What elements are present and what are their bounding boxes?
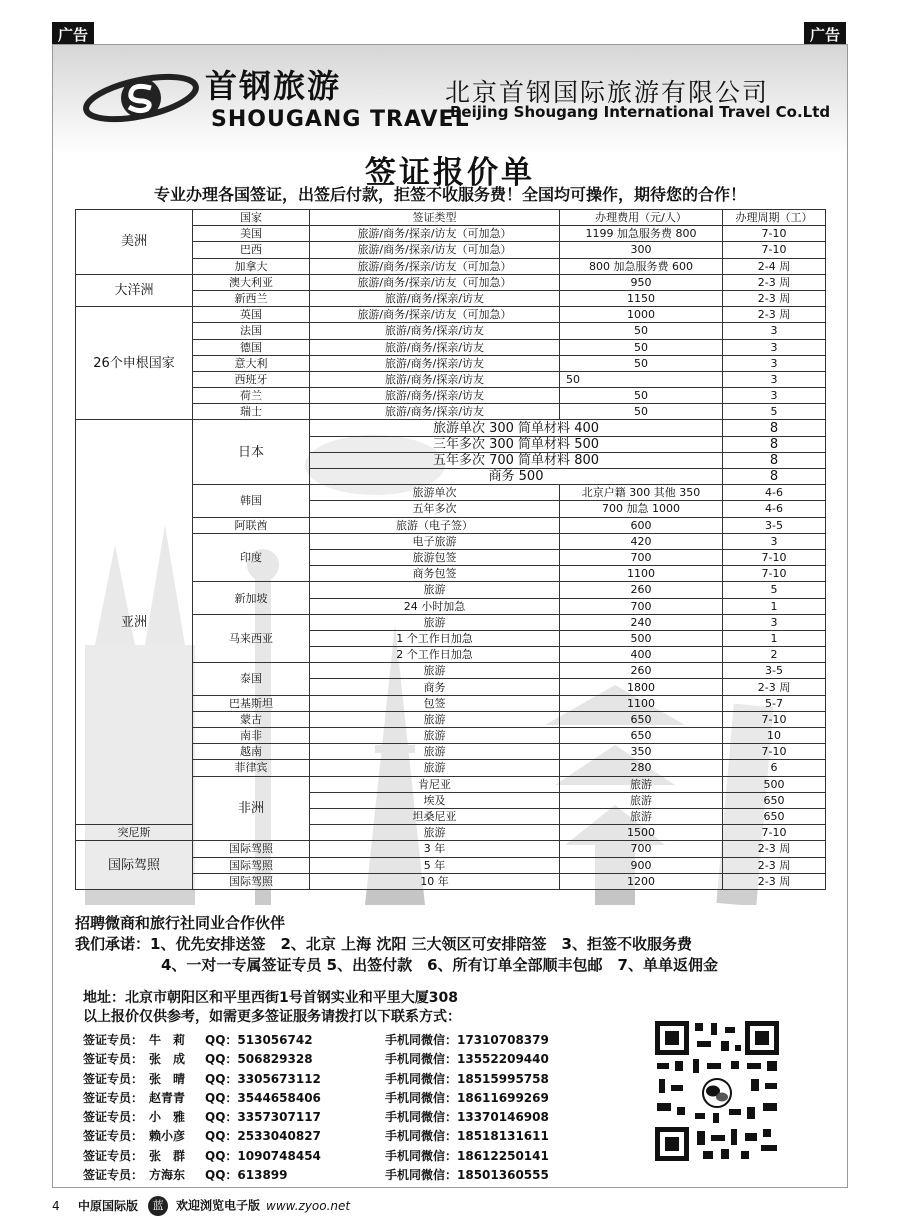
shougang-logo-icon — [81, 63, 201, 133]
country-cell: 意大利 — [193, 355, 310, 371]
country-cell-japan: 日本 — [193, 420, 310, 485]
company-name-cn: 北京首钢国际旅游有限公司 — [445, 78, 770, 107]
company-name-en: Beijing Shougang International Travel Co.Ltd — [450, 103, 831, 121]
list-item — [83, 1147, 565, 1166]
visa-type-cell: 旅游/商务/探亲/访友（可加急） — [310, 258, 560, 274]
contact-phone: 手机同微信：13552209440 — [385, 1052, 549, 1067]
promo-block — [75, 913, 835, 976]
table-row — [76, 825, 826, 841]
contact-phone: 手机同微信：18501360555 — [385, 1168, 549, 1183]
header-visa-type: 签证类型 — [310, 210, 560, 226]
country-cell: 美国 — [193, 226, 310, 242]
period-cell: 4-6 — [723, 501, 826, 517]
period-cell: 8 — [723, 420, 826, 436]
visa-type-cell: 5 年 — [310, 857, 560, 873]
period-cell: 3 — [723, 339, 826, 355]
fee-cell: 260 — [560, 582, 723, 598]
country-cell-singapore: 新加坡 — [193, 582, 310, 614]
country-cell: 南非 — [193, 728, 310, 744]
japan-option-cell: 五年多次 700 简单材料 800 — [310, 452, 723, 468]
period-cell: 5-7 — [723, 695, 826, 711]
contact-name: 方海东 — [149, 1168, 186, 1183]
period-cell: 3 — [723, 355, 826, 371]
visa-type-cell: 2 个工作日加急 — [310, 647, 560, 663]
fee-cell: 650 — [723, 808, 826, 824]
period-cell: 2-3 周 — [723, 274, 826, 290]
country-cell: 瑞士 — [193, 404, 310, 420]
period-cell: 7-10 — [723, 242, 826, 258]
contact-name: 小 雅 — [149, 1110, 186, 1125]
contact-label: 签证专员： — [83, 1129, 144, 1144]
contact-phone: 手机同微信：18612250141 — [385, 1148, 549, 1163]
period-cell: 1 — [723, 598, 826, 614]
contact-qq: QQ：3544658406 — [205, 1090, 321, 1105]
visa-type-cell: 旅游单次 — [310, 485, 560, 501]
contact-qq: QQ：1090748454 — [205, 1148, 321, 1163]
publication-name: 中原国际版 — [78, 1198, 139, 1213]
contact-list — [83, 1031, 565, 1185]
visa-type-cell: 旅游 — [310, 711, 560, 727]
period-cell: 2-3 周 — [723, 307, 826, 323]
contact-label: 签证专员： — [83, 1052, 144, 1067]
period-cell: 2-3 周 — [723, 841, 826, 857]
period-cell: 6 — [723, 760, 826, 776]
contact-label: 签证专员： — [83, 1090, 144, 1105]
contact-name: 牛 莉 — [149, 1033, 186, 1047]
country-cell: 西班牙 — [193, 371, 310, 387]
country-cell: 国际驾照 — [193, 873, 310, 889]
contact-name: 张 成 — [149, 1052, 186, 1067]
japan-option-cell: 商务 500 — [310, 469, 723, 485]
contact-qq: QQ：3357307117 — [205, 1110, 321, 1125]
japan-option-cell: 三年多次 300 简单材料 500 — [310, 436, 723, 452]
contact-phone: 手机同微信：18515995758 — [385, 1071, 549, 1086]
table-row — [76, 307, 826, 323]
country-cell: 突尼斯 — [76, 825, 193, 841]
fee-cell: 700 — [560, 549, 723, 565]
ad-page — [52, 44, 848, 1188]
period-cell: 2-3 周 — [723, 290, 826, 306]
contact-qq: QQ：513056742 — [205, 1033, 313, 1047]
page-footer — [52, 1196, 350, 1216]
visa-type-cell: 旅游 — [310, 614, 560, 630]
contact-name: 张 群 — [149, 1148, 186, 1163]
period-cell: 7-10 — [723, 226, 826, 242]
page-number: 4 — [52, 1198, 60, 1213]
country-cell-thailand: 泰国 — [193, 663, 310, 695]
country-cell: 巴西 — [193, 242, 310, 258]
visa-type-cell: 旅游 — [310, 663, 560, 679]
visa-type-cell: 旅游/商务/探亲/访友 — [310, 323, 560, 339]
fee-cell: 1000 — [560, 307, 723, 323]
period-cell: 2-3 周 — [723, 857, 826, 873]
ad-tag-left: 广告 — [52, 22, 94, 47]
visa-type-cell: 五年多次 — [310, 501, 560, 517]
promo-promise-1: 我们承诺：1、优先安排送签 2、北京 上海 沈阳 三大领区可安排陪签 3、拒签不收服务费 — [75, 935, 692, 953]
visa-type-cell: 旅游/商务/探亲/访友 — [310, 404, 560, 420]
period-cell: 3 — [723, 371, 826, 387]
fee-cell: 300 — [560, 242, 723, 258]
visa-type-cell: 旅游/商务/探亲/访友 — [310, 339, 560, 355]
visa-type-cell: 商务 — [310, 679, 560, 695]
list-item — [83, 1108, 565, 1127]
header-period: 办理周期（工） — [723, 210, 826, 226]
visa-type-cell: 旅游/商务/探亲/访友 — [310, 355, 560, 371]
visa-type-cell: 旅游/商务/探亲/访友（可加急） — [310, 307, 560, 323]
visa-type-cell: 旅游包签 — [310, 549, 560, 565]
visa-type-cell: 旅游 — [310, 760, 560, 776]
list-item — [83, 1070, 565, 1089]
contact-qq: QQ：613899 — [205, 1168, 288, 1183]
contact-phone: 手机同微信：18518131611 — [385, 1129, 549, 1144]
fee-cell: 950 — [560, 274, 723, 290]
contact-label: 签证专员： — [83, 1148, 144, 1163]
fee-cell: 500 — [723, 776, 826, 792]
fee-cell: 260 — [560, 663, 723, 679]
period-cell: 8 — [723, 452, 826, 468]
fee-cell: 420 — [560, 533, 723, 549]
fee-cell: 1150 — [560, 290, 723, 306]
publication-badge-icon: 蓝 — [148, 1196, 168, 1216]
visa-type-cell: 旅游/商务/探亲/访友（可加急） — [310, 242, 560, 258]
list-item — [83, 1127, 565, 1146]
country-cell: 菲律宾 — [193, 760, 310, 776]
period-cell: 5 — [723, 404, 826, 420]
fee-cell: 50 — [560, 404, 723, 420]
fee-cell: 50 — [560, 355, 723, 371]
welcome-text: 欢迎浏览电子版 — [176, 1198, 261, 1213]
country-cell: 新西兰 — [193, 290, 310, 306]
period-cell: 2-3 周 — [723, 679, 826, 695]
visa-type-cell: 旅游 — [310, 825, 560, 841]
contact-name: 张 晴 — [149, 1071, 186, 1086]
country-cell-malaysia: 马来西亚 — [193, 614, 310, 663]
period-cell: 7-10 — [723, 566, 826, 582]
fee-cell: 1199 加急服务费 800 — [560, 226, 723, 242]
visa-type-cell: 1 个工作日加急 — [310, 630, 560, 646]
country-cell: 国际驾照 — [193, 857, 310, 873]
visa-type-cell: 包签 — [310, 695, 560, 711]
promo-recruit: 招聘微商和旅行社同业合作伙伴 — [75, 914, 286, 932]
region-asia: 亚洲 — [76, 420, 193, 825]
visa-type-cell: 旅游 — [310, 728, 560, 744]
visa-price-table — [75, 209, 826, 890]
fee-cell: 350 — [560, 744, 723, 760]
list-item — [83, 1050, 565, 1069]
visa-type-cell: 旅游 — [560, 776, 723, 792]
fee-cell: 280 — [560, 760, 723, 776]
address-text: 地址：北京市朝阳区和平里西街1号首钢实业和平里大厦308 — [83, 990, 458, 1006]
country-cell: 阿联酋 — [193, 517, 310, 533]
period-cell: 7-10 — [723, 711, 826, 727]
country-cell: 加拿大 — [193, 258, 310, 274]
contact-label: 签证专员： — [83, 1071, 144, 1086]
contact-address-block — [83, 989, 461, 1027]
region-license: 国际驾照 — [76, 841, 193, 890]
region-americas: 美洲 — [76, 210, 193, 275]
contact-name: 赵青青 — [149, 1090, 186, 1105]
period-cell: 8 — [723, 469, 826, 485]
header-country: 国家 — [193, 210, 310, 226]
fee-cell: 700 加急 1000 — [560, 501, 723, 517]
country-cell-korea: 韩国 — [193, 485, 310, 517]
country-cell: 德国 — [193, 339, 310, 355]
country-cell: 埃及 — [310, 792, 560, 808]
table-row — [76, 274, 826, 290]
japan-option-cell: 旅游单次 300 简单材料 400 — [310, 420, 723, 436]
period-cell: 5 — [723, 582, 826, 598]
fee-cell: 1100 — [560, 695, 723, 711]
period-cell: 2 — [723, 647, 826, 663]
visa-type-cell: 旅游/商务/探亲/访友（可加急） — [310, 274, 560, 290]
page-subtitle: 专业办理各国签证，出签后付款，拒签不收服务费！全国均可操作，期待您的合作！ — [153, 185, 746, 204]
fee-cell: 900 — [560, 857, 723, 873]
contact-qq: QQ：506829328 — [205, 1052, 313, 1067]
contact-name: 赖小彦 — [149, 1129, 186, 1144]
contact-qq: QQ：3305673112 — [205, 1071, 321, 1086]
contact-qq: QQ：2533040827 — [205, 1129, 321, 1144]
period-cell: 7-10 — [723, 549, 826, 565]
brand-name-en: SHOUGANG TRAVEL — [211, 107, 470, 132]
fee-cell: 1200 — [560, 873, 723, 889]
fee-cell: 400 — [560, 647, 723, 663]
fee-cell: 700 — [560, 598, 723, 614]
country-cell: 坦桑尼亚 — [310, 808, 560, 824]
page-title: 签证报价单 — [365, 155, 535, 191]
visa-type-cell: 旅游/商务/探亲/访友（可加急） — [310, 226, 560, 242]
visa-type-cell: 旅游/商务/探亲/访友 — [310, 388, 560, 404]
country-cell-india: 印度 — [193, 533, 310, 582]
visa-type-cell: 商务包签 — [310, 566, 560, 582]
country-cell: 国际驾照 — [193, 841, 310, 857]
visa-type-cell: 旅游 — [310, 744, 560, 760]
visa-type-cell: 电子旅游 — [310, 533, 560, 549]
contact-label: 签证专员： — [83, 1033, 144, 1047]
fee-cell: 北京户籍 300 其他 350 — [560, 485, 723, 501]
fee-cell: 1100 — [560, 566, 723, 582]
contact-phone: 手机同微信：18611699269 — [385, 1090, 549, 1105]
country-cell: 巴基斯坦 — [193, 695, 310, 711]
country-cell: 澳大利亚 — [193, 274, 310, 290]
fee-cell: 240 — [560, 614, 723, 630]
fee-cell: 50 — [560, 371, 723, 387]
visa-type-cell: 旅游 — [560, 792, 723, 808]
header-fee: 办理费用（元/人） — [560, 210, 723, 226]
list-item — [83, 1031, 565, 1050]
country-cell: 法国 — [193, 323, 310, 339]
fee-cell: 1800 — [560, 679, 723, 695]
fee-cell: 650 — [560, 728, 723, 744]
fee-cell: 650 — [560, 711, 723, 727]
visa-type-cell: 旅游 — [310, 582, 560, 598]
country-cell: 英国 — [193, 307, 310, 323]
brand-name-cn: 首钢旅游 — [205, 67, 342, 105]
contact-phone: 手机同微信：13370146908 — [385, 1110, 549, 1125]
period-cell: 7-10 — [723, 744, 826, 760]
period-cell: 8 — [723, 436, 826, 452]
fee-cell: 650 — [723, 792, 826, 808]
period-cell: 3-5 — [723, 517, 826, 533]
visa-type-cell: 旅游/商务/探亲/访友 — [310, 371, 560, 387]
list-item — [83, 1166, 565, 1185]
country-cell: 肯尼亚 — [310, 776, 560, 792]
period-cell: 1 — [723, 630, 826, 646]
visa-type-cell: 24 小时加急 — [310, 598, 560, 614]
country-cell: 蒙古 — [193, 711, 310, 727]
period-cell: 3 — [723, 614, 826, 630]
fee-cell: 800 加急服务费 600 — [560, 258, 723, 274]
fee-cell: 600 — [560, 517, 723, 533]
period-cell: 2-3 周 — [723, 873, 826, 889]
period-cell: 3-5 — [723, 663, 826, 679]
country-cell: 越南 — [193, 744, 310, 760]
fee-cell: 50 — [560, 323, 723, 339]
country-cell: 荷兰 — [193, 388, 310, 404]
region-oceania: 大洋洲 — [76, 274, 193, 306]
header-banner — [53, 45, 847, 155]
contact-intro: 以上报价仅供参考，如需更多签证服务请拨打以下联系方式： — [83, 1009, 461, 1025]
period-cell: 3 — [723, 388, 826, 404]
visa-type-cell: 旅游 — [560, 808, 723, 824]
table-row — [76, 841, 826, 857]
table-row — [76, 420, 826, 436]
period-cell: 7-10 — [723, 825, 826, 841]
visa-type-cell: 旅游（电子签） — [310, 517, 560, 533]
region-africa: 非洲 — [193, 776, 310, 841]
fee-cell: 50 — [560, 339, 723, 355]
ad-tag-right: 广告 — [804, 22, 846, 47]
fee-cell: 50 — [560, 388, 723, 404]
region-schengen: 26个申根国家 — [76, 307, 193, 420]
visa-type-cell: 旅游/商务/探亲/访友 — [310, 290, 560, 306]
period-cell: 2-4 周 — [723, 258, 826, 274]
fee-cell: 500 — [560, 630, 723, 646]
wechat-qr-code-icon[interactable] — [651, 1017, 783, 1165]
visa-type-cell: 10 年 — [310, 873, 560, 889]
website-link[interactable]: www.zyoo.net — [266, 1198, 351, 1213]
fee-cell: 1500 — [560, 825, 723, 841]
contact-phone: 手机同微信：17310708379 — [385, 1033, 549, 1047]
list-item — [83, 1089, 565, 1108]
period-cell: 10 — [723, 728, 826, 744]
promo-promise-2: 4、一对一专属签证专员 5、出签付款 6、所有订单全部顺丰包邮 7、单单返佣金 — [161, 956, 718, 974]
contact-label: 签证专员： — [83, 1168, 144, 1183]
fee-cell: 700 — [560, 841, 723, 857]
period-cell: 3 — [723, 323, 826, 339]
period-cell: 4-6 — [723, 485, 826, 501]
visa-type-cell: 3 年 — [310, 841, 560, 857]
period-cell: 3 — [723, 533, 826, 549]
contact-label: 签证专员： — [83, 1110, 144, 1125]
